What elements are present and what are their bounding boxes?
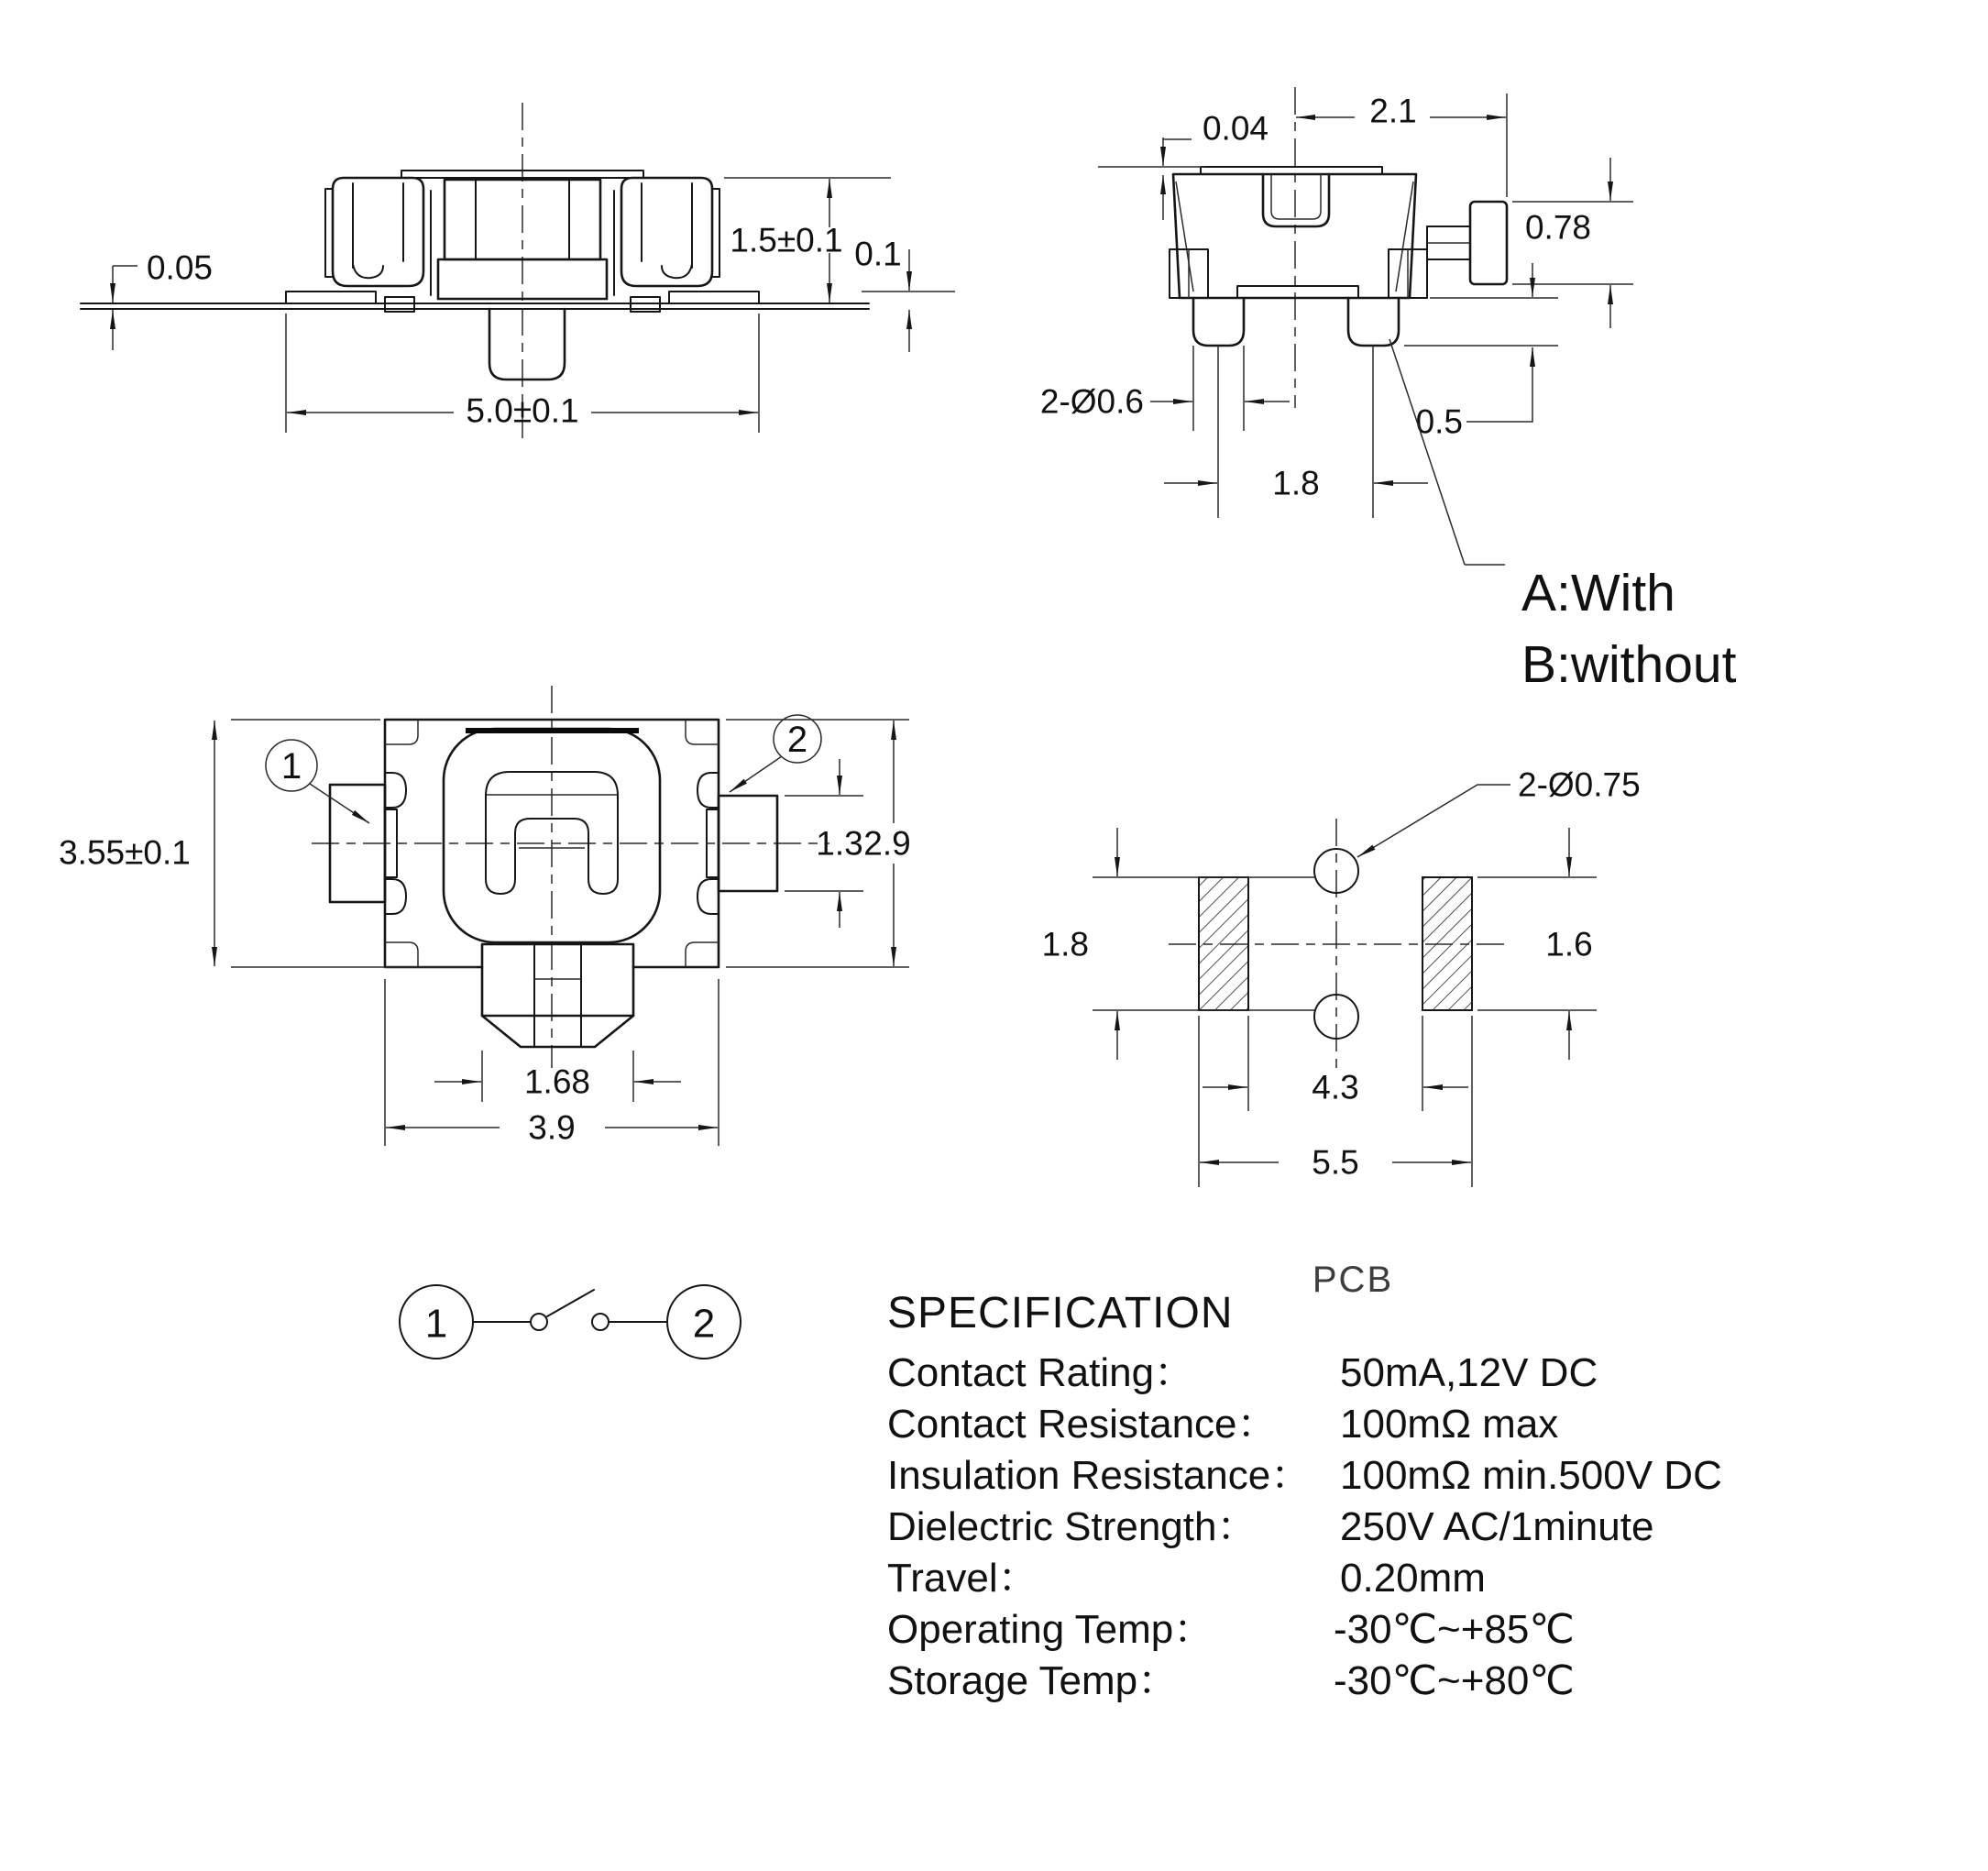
dim-label: 2-Ø0.6 [1039, 382, 1144, 421]
spec-row-label: Contact Rating： [887, 1350, 1195, 1395]
spec-row-value: -30℃~+85℃ [1334, 1607, 1575, 1652]
spec-row-value: 100mΩ min.500V DC [1340, 1453, 1722, 1498]
dim-label: 1.68 [523, 1062, 591, 1101]
dim-label: 1.3 [816, 824, 863, 863]
circuit-pin1-number: 1 [424, 1301, 448, 1347]
pcb-label: PCB [1312, 1260, 1394, 1300]
dim-label: 2-Ø0.75 [1518, 765, 1641, 804]
spec-row-label: Dielectric Strength： [887, 1504, 1258, 1549]
dim-label: 3.9 [528, 1108, 576, 1147]
dim-label: 1.8 [1041, 925, 1089, 963]
dim-label: 0.78 [1524, 208, 1592, 247]
dim-label: 0.04 [1202, 109, 1269, 148]
spec-row-label: Insulation Resistance： [887, 1453, 1312, 1498]
right-pad [1422, 877, 1472, 1010]
dim-label: 1.8 [1272, 464, 1320, 502]
spec-row-label: Operating Temp： [887, 1607, 1214, 1652]
dim-label: 5.0±0.1 [466, 391, 579, 430]
spec-title: SPECIFICATION [887, 1289, 1234, 1337]
circuit-pin2-number: 2 [692, 1301, 716, 1347]
spec-row-label: Storage Temp： [887, 1658, 1179, 1703]
spec-row-label: Contact Resistance： [887, 1402, 1278, 1447]
dim-label: 0.05 [146, 248, 214, 287]
pin2-number: 2 [786, 720, 808, 760]
dim-label: 2.9 [863, 824, 911, 863]
spec-row-value: -30℃~+80℃ [1334, 1658, 1575, 1703]
spec-row-value: 50mA,12V DC [1340, 1350, 1598, 1395]
dim-label: 4.3 [1312, 1068, 1359, 1106]
spec-row-value: 100mΩ max [1340, 1402, 1559, 1447]
dim-label: 5.5 [1312, 1143, 1359, 1182]
dim-label: 2.1 [1369, 92, 1417, 130]
spec-row-value: 250V AC/1minute [1340, 1504, 1654, 1549]
left-pad [1199, 877, 1248, 1010]
dim-label: 1.5±0.1 [730, 221, 843, 259]
note-a: A:With [1521, 564, 1675, 622]
dim-label: 0.5 [1415, 402, 1463, 441]
dim-label: 0.1 [854, 235, 902, 273]
spec-row-label: Travel： [887, 1556, 1038, 1601]
dim-label: 1.6 [1545, 925, 1593, 963]
spec-row-value: 0.20mm [1340, 1556, 1486, 1601]
note-b: B:without [1521, 635, 1737, 694]
dim-label: 3.55±0.1 [59, 833, 191, 872]
pin1-number: 1 [280, 746, 302, 787]
